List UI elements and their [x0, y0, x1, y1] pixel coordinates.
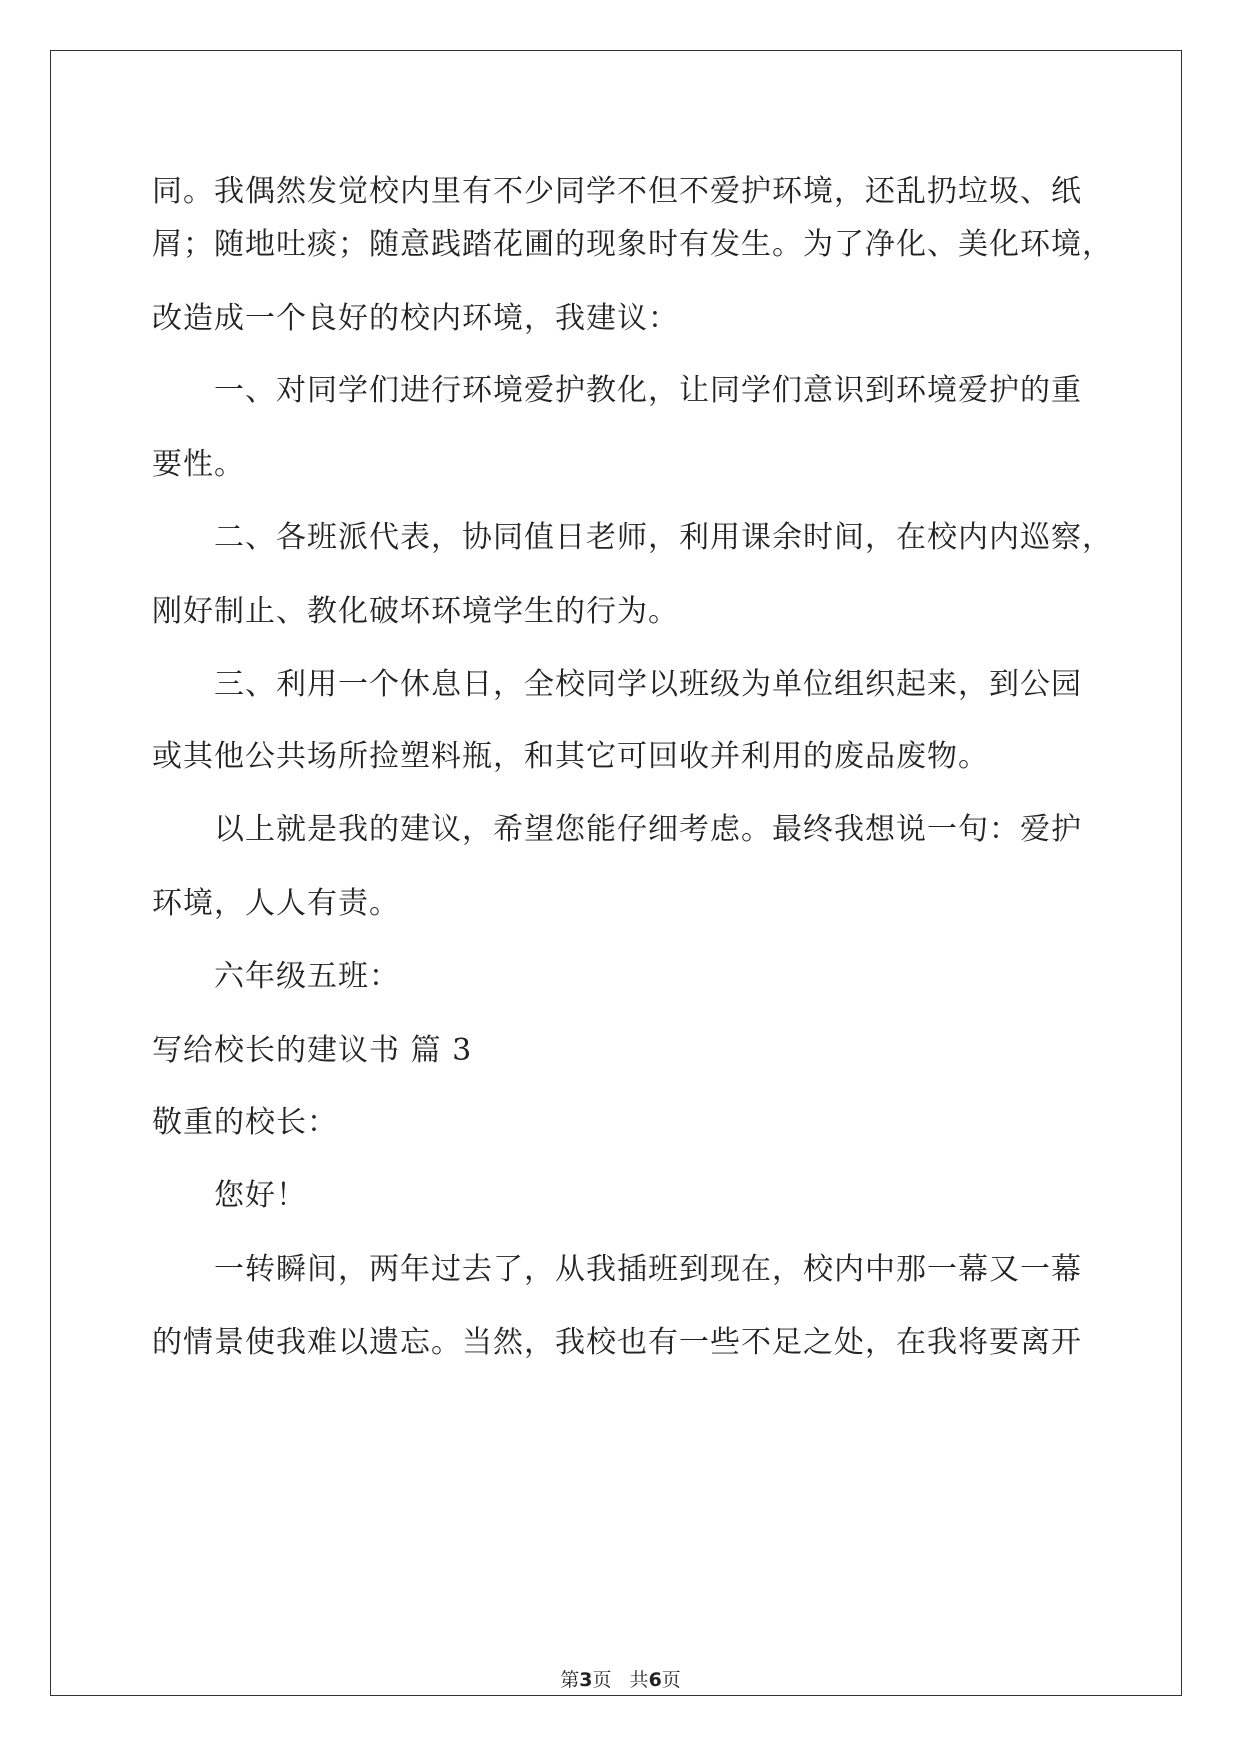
body-line: 改造成一个良好的校内环境，我建议： [152, 301, 679, 336]
body-line: 同。我偶然发觉校内里有不少同学不但不爱护环境，还乱扔垃圾、纸 [152, 174, 1082, 209]
page-current: 3 [579, 1669, 593, 1691]
section-title: 写给校长的建议书 篇 3 [152, 1033, 473, 1068]
body-line: 屑；随地吐痰；随意践踏花圃的现象时有发生。为了净化、美化环境， [152, 227, 1113, 262]
body-line: 环境，人人有责。 [152, 886, 400, 921]
page-total: 6 [648, 1669, 662, 1691]
body-line: 或其他公共场所捡塑料瓶，和其它可回收并利用的废品废物。 [152, 739, 989, 774]
body-line: 要性。 [152, 447, 245, 482]
signature-line: 六年级五班： [214, 959, 400, 994]
salutation: 敬重的校长： [152, 1105, 338, 1140]
greeting: 您好！ [214, 1178, 307, 1213]
body-line: 一转瞬间，两年过去了，从我插班到现在，校内中那一幕又一幕 [214, 1252, 1082, 1287]
page-mid: 页 共 [592, 1669, 649, 1691]
body-line: 三、利用一个休息日，全校同学以班级为单位组织起来，到公园 [214, 667, 1082, 702]
page-border [50, 50, 1182, 1696]
body-line: 的情景使我难以遗忘。当然，我校也有一些不足之处，在我将要离开 [152, 1325, 1082, 1360]
page-footer [0, 1668, 1241, 1692]
page-suffix: 页 [661, 1669, 681, 1691]
page-prefix: 第 [560, 1669, 580, 1691]
body-line: 以上就是我的建议，希望您能仔细考虑。最终我想说一句：爱护 [214, 812, 1082, 847]
body-line: 一、对同学们进行环境爱护教化，让同学们意识到环境爱护的重 [214, 373, 1082, 408]
body-line: 二、各班派代表，协同值日老师，利用课余时间，在校内内巡察， [214, 520, 1113, 555]
body-line: 刚好制止、教化破坏环境学生的行为。 [152, 594, 679, 629]
